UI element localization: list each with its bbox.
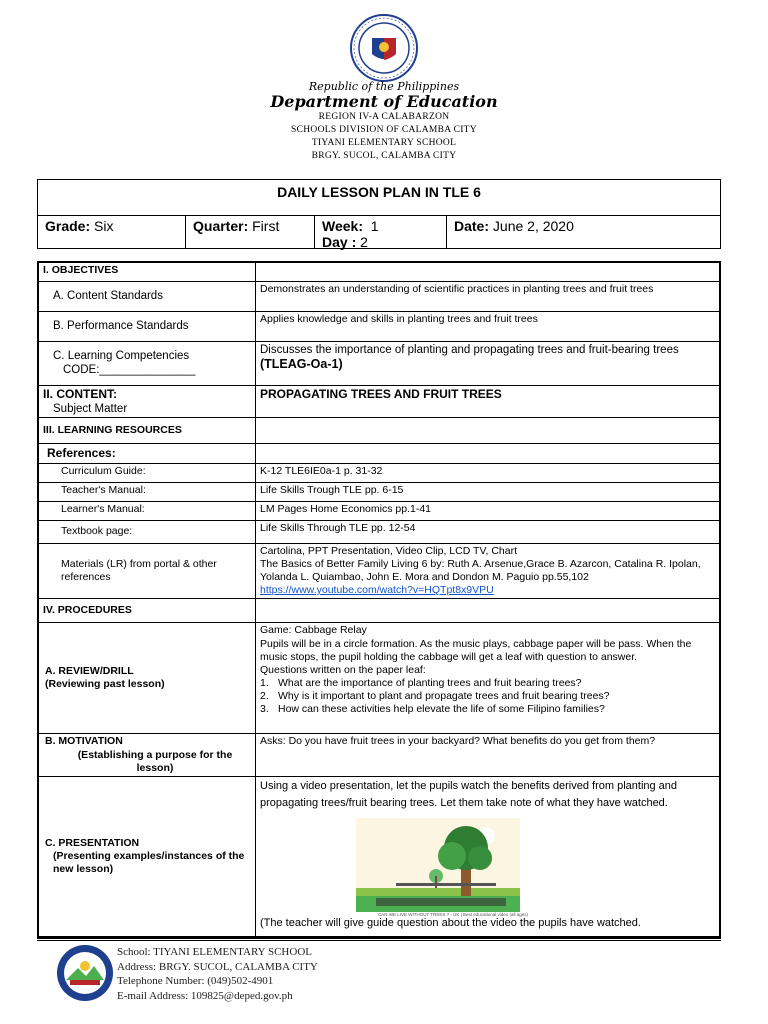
presentation-text: Using a video presentation, let the pupils watch the benefits derived from planting and propagating trees/fruit bearing trees. Let them take note of what they have watched.: [260, 779, 678, 809]
grade-info-row: [38, 215, 720, 249]
learning-competencies-cell: [38, 341, 256, 385]
review-drill-sub: (Reviewing past lesson): [45, 678, 165, 691]
division-line: SCHOOLS DIVISION OF CALAMBA CITY: [291, 125, 477, 135]
grade-label: Grade:: [45, 218, 91, 234]
deped-seal-icon: [350, 14, 418, 82]
content-heading: II. CONTENT:: [43, 386, 117, 401]
week-label: Week:: [322, 218, 363, 234]
textbook-page-label: Textbook page:: [38, 520, 256, 543]
teachers-manual-label: Teacher's Manual:: [38, 482, 256, 501]
materials-line2: The Basics of Better Family Living 6 by: Ruth A. Arsenue,Grace B. Azarcon, Catalina R. Ipolan, Yolanda L. Quiambao, John E. Mora and Dondon M. Paguio pp.55,102: [260, 558, 701, 584]
learners-manual-label: Learner's Manual:: [38, 501, 256, 520]
review-game: Game: Cabbage Relay: [260, 624, 367, 637]
curriculum-guide-value: K-12 TLE6IE0a-1 p. 31-32: [256, 463, 721, 482]
motivation-cell: [38, 734, 256, 776]
code-label: CODE:_______________: [63, 364, 196, 376]
day-label: Day :: [322, 234, 357, 250]
date-label: Date:: [454, 218, 490, 234]
materials-line1: Cartolina, PPT Presentation, Video Clip, LCD TV, Chart: [260, 544, 517, 557]
motivation-label: B. MOTIVATION: [45, 735, 123, 748]
day-value: 2: [360, 234, 368, 250]
learning-resources-heading: III. LEARNING RESOURCES: [38, 417, 256, 443]
performance-standards-value: Applies knowledge and skills in planting trees and fruit trees: [256, 311, 721, 341]
date-cell: [446, 216, 722, 249]
learning-competencies-label: C. Learning Competencies: [53, 349, 190, 362]
review-questions-label: Questions written on the paper leaf:: [260, 663, 426, 676]
content-standards-label: A. Content Standards: [38, 281, 256, 311]
region-line: REGION IV-A CALABARZON: [318, 112, 450, 122]
references-label: References:: [38, 443, 256, 463]
review-drill-content: [256, 623, 721, 734]
school-line: TIYANI ELEMENTARY SCHOOL: [311, 138, 457, 148]
quarter-cell: [185, 216, 314, 249]
review-question: 3. How can these activities help elevate the life of some Filipino families?: [260, 703, 605, 716]
footer-email: E-mail Address: 109825@deped.gov.ph: [117, 989, 293, 1002]
textbook-page-value: Life Skills Through TLE pp. 12-54: [256, 520, 721, 543]
curriculum-guide-label: Curriculum Guide:: [38, 463, 256, 482]
date-value: June 2, 2020: [492, 218, 574, 234]
video-caption: CAN WE LIVE WITHOUT TREES ? - UK | Best educational video (all ages): [378, 911, 529, 917]
lesson-plan-title: DAILY LESSON PLAN IN TLE 6: [277, 184, 481, 200]
grade-value: Six: [94, 218, 114, 234]
tree-illustration-icon: [356, 818, 520, 912]
subject-matter-label: Subject Matter: [53, 402, 128, 415]
grade-cell: [38, 216, 185, 249]
video-thumbnail[interactable]: [356, 818, 520, 912]
presentation-cell: [38, 776, 256, 937]
address-line: BRGY. SUCOL, CALAMBA CITY: [311, 151, 457, 161]
review-drill-label: A. REVIEW/DRILL: [45, 665, 134, 678]
footer-phone: Telephone Number: (049)502-4901: [117, 975, 274, 987]
review-question: 2. Why is it important to plant and propagate trees and fruit bearing trees?: [260, 690, 610, 702]
teachers-manual-value: Life Skills Trough TLE pp. 6-15: [256, 482, 721, 501]
lesson-plan-title-box: [37, 179, 721, 249]
quarter-label: Quarter:: [193, 218, 249, 234]
empty-cell: [256, 262, 721, 281]
footer-contact: [117, 945, 318, 1003]
review-question-list: [260, 677, 715, 716]
presentation-content: [256, 776, 721, 937]
week-value: 1: [370, 218, 379, 234]
presentation-sub: (Presenting examples/instances of the new lesson): [53, 849, 245, 876]
empty-cell: [256, 443, 721, 463]
republic-line: Republic of the Philippines: [308, 80, 460, 93]
school-logo-icon: [56, 944, 114, 1002]
procedures-heading: IV. PROCEDURES: [38, 599, 256, 623]
review-question: 1. What are the importance of planting trees and fruit bearing trees?: [260, 676, 582, 689]
materials-cell: [256, 543, 721, 599]
materials-video-link[interactable]: https://www.youtube.com/watch?v=HQTpt8x9VPU: [260, 584, 494, 597]
footer-divider-thin: [37, 940, 721, 941]
review-drill-cell: [38, 623, 256, 734]
lesson-plan-table: [37, 261, 721, 938]
content-value: PROPAGATING TREES AND FRUIT TREES: [256, 385, 721, 417]
learning-competencies-value-cell: [256, 341, 721, 385]
review-text: Pupils will be in a circle formation. As the music plays, cabbage paper will be pass. When the music stops, the pupil holding the cabbage will get a leaf with question to answer.: [260, 637, 692, 663]
department-line: Department of Education: [270, 92, 498, 111]
motivation-sub: (Establishing a purpose for the lesson): [77, 748, 233, 774]
performance-standards-label: B. Performance Standards: [38, 311, 256, 341]
content-standards-value: Demonstrates an understanding of scientific practices in planting trees and fruit trees: [256, 281, 721, 311]
learning-competencies-value: Discusses the importance of planting and propagating trees and fruit-bearing trees: [260, 343, 679, 356]
code-value: (TLEAG-Oa-1): [260, 356, 343, 371]
materials-label: Materials (LR) from portal & other references: [38, 543, 256, 599]
learners-manual-value: LM Pages Home Economics pp.1-41: [256, 501, 721, 520]
presentation-label: C. PRESENTATION: [45, 836, 140, 849]
content-heading-cell: [38, 385, 256, 417]
quarter-value: First: [252, 218, 280, 234]
presentation-note: (The teacher will give guide question about the video the pupils have watched.: [260, 917, 641, 930]
footer-divider: [37, 937, 721, 939]
empty-cell: [256, 417, 721, 443]
empty-cell: [256, 599, 721, 623]
motivation-text: Asks: Do you have fruit trees in your backyard? What benefits do you get from them?: [256, 734, 721, 776]
footer-school: School: TIYANI ELEMENTARY SCHOOL: [117, 946, 312, 958]
footer-address: Address: BRGY. SUCOL, CALAMBA CITY: [117, 960, 318, 973]
objectives-heading: I. OBJECTIVES: [38, 262, 256, 281]
week-cell: [314, 216, 446, 249]
